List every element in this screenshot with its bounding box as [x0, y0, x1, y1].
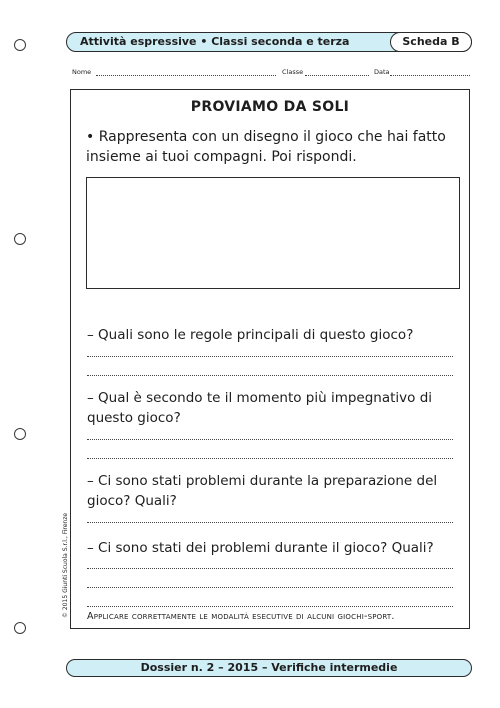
- answer-line[interactable]: [87, 356, 453, 357]
- data-field[interactable]: [390, 75, 470, 76]
- card-title: PROVIAMO DA SOLI: [190, 99, 350, 115]
- answer-line[interactable]: [87, 606, 453, 607]
- student-info-row: [72, 68, 472, 78]
- footer-bar: Dossier n. 2 – 2015 – Verifiche intermedie: [66, 659, 472, 677]
- question-1: – Quali sono le regole principali di questo gioco?: [87, 327, 414, 343]
- binder-hole-2: [14, 233, 26, 245]
- scheda-badge: Scheda B: [390, 32, 472, 52]
- answer-line[interactable]: [87, 587, 453, 588]
- header-title: Attività espressive • Classi seconda e terza: [80, 35, 350, 48]
- question-4: – Ci sono stati dei problemi durante il gioco? Quali?: [87, 540, 434, 556]
- learning-objective: Applicare correttamente le modalità esecutive di alcuni giochi-sport.: [87, 611, 395, 622]
- answer-line[interactable]: [87, 439, 453, 440]
- classe-field[interactable]: [305, 75, 369, 76]
- binder-hole-3: [14, 428, 26, 440]
- exercise-card: [70, 89, 470, 629]
- binder-hole-1: [14, 39, 26, 51]
- binder-hole-4: [14, 622, 26, 634]
- nome-field[interactable]: [96, 75, 276, 76]
- answer-line[interactable]: [87, 458, 453, 459]
- nome-label: Nome: [72, 68, 92, 76]
- header-bar: [66, 32, 472, 52]
- data-label: Data: [374, 68, 390, 76]
- answer-line[interactable]: [87, 568, 453, 569]
- classe-label: Classe: [282, 68, 304, 76]
- instruction-text: • Rappresenta con un disegno il gioco che hai fatto insieme ai tuoi compagni. Poi rispondi.: [86, 129, 446, 165]
- question-3: – Ci sono stati problemi durante la preparazione del gioco? Quali?: [87, 473, 438, 509]
- drawing-area[interactable]: [86, 177, 460, 289]
- answer-line[interactable]: [87, 375, 453, 376]
- question-2: – Qual è secondo te il momento più impegnativo di questo gioco?: [87, 390, 433, 426]
- copyright-note: © 2015 Giunti Scuola S.r.l., Firenze: [62, 512, 69, 618]
- answer-line[interactable]: [87, 522, 453, 523]
